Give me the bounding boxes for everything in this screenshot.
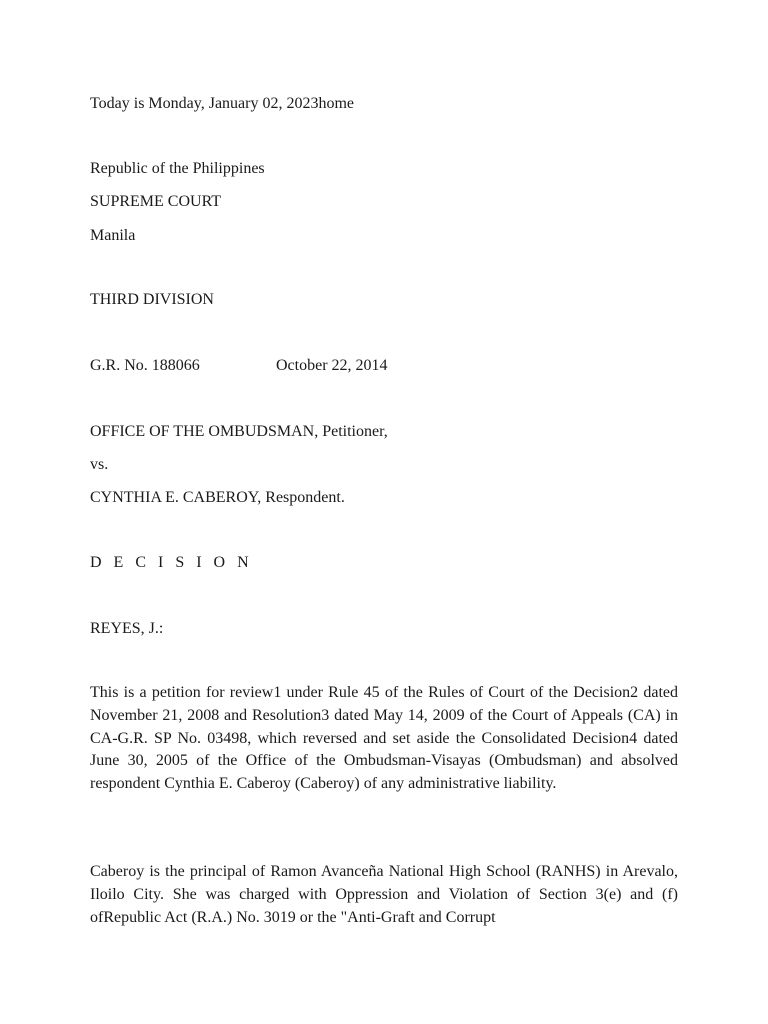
- gr-number: G.R. No. 188066: [90, 357, 200, 374]
- division-heading: THIRD DIVISION: [90, 291, 214, 308]
- decision-heading: D E C I S I O N: [90, 554, 253, 571]
- case-date: October 22, 2014: [276, 357, 388, 374]
- paragraph-2: Caberoy is the principal of Ramon Avanceña National High School (RANHS) in Arevalo, Iloilo City. She was charged with Oppression and Violation of Section 3(e) and (f) ofRepublic Act (R.A.) No. 3019 or the "Anti-Graft and Corrupt: [90, 863, 678, 926]
- case-number-row: [90, 355, 490, 377]
- paragraph-1: This is a petition for review1 under Rule 45 of the Rules of Court of the Decision2 dated November 21, 2008 and Resolution3 dated May 14, 2009 of the Court of Appeals (CA) in CA-G.R. SP No. 03498, which reversed and set aside the Consolidated Decision4 dated June 30, 2005 of the Office of the Ombudsman-Visayas (Ombudsman) and absolved respondent Cynthia E. Caberoy (Caberoy) of any administrative liability.: [90, 684, 678, 793]
- petitioner-line: OFFICE OF THE OMBUDSMAN, Petitioner,: [90, 423, 388, 440]
- republic-line: Republic of the Philippines: [90, 160, 265, 177]
- today-date-line: Today is Monday, January 02, 2023home: [90, 95, 355, 112]
- ponente-line: REYES, J.:: [90, 620, 164, 637]
- court-city: Manila: [90, 227, 136, 244]
- court-name: SUPREME COURT: [90, 193, 222, 210]
- respondent-line: CYNTHIA E. CABEROY, Respondent.: [90, 489, 345, 506]
- versus-line: vs.: [90, 456, 109, 473]
